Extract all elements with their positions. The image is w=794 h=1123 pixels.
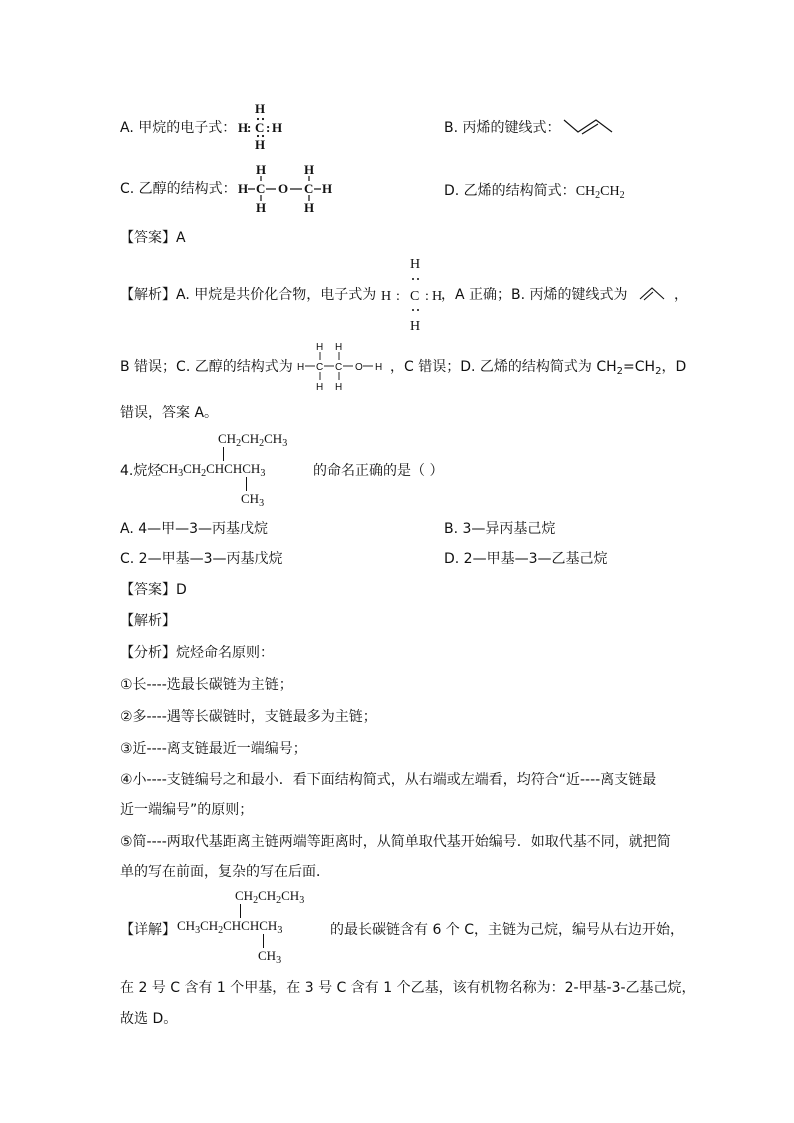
q4-option-d: D. 2—甲基—3—乙基己烷 [444,551,608,567]
q4-detail-formula-bottom: $CH_3$ [258,948,282,966]
q3-analysis-line2: B 错误；C. 乙醇的结构式为 [120,359,293,375]
methane-electron-formula-svg [238,101,290,151]
svg-text:H: H [297,362,305,373]
q4-detail-prefix: 【详解】 [120,922,176,938]
svg-text:C: C [256,181,266,196]
q4-rule-heading: 【分析】烷烃命名原则： [120,645,274,661]
q4-rule-1: ①长----选最长碳链为主链； [120,677,293,693]
option-b-label: B. 丙烯的键线式： [444,120,561,136]
q4-detail-formula-top: $CH_2CH_2CH_3$ [235,888,305,906]
q3-analysis-line1: 【解析】A. 甲烷是共价化合物，电子式为 [120,287,377,303]
q4-rule-5b: 单的写在前面，复杂的写在后面． [120,864,330,880]
methane-electron-formula-2 [381,254,441,338]
option-d-formula-part1: CH [575,184,596,199]
option-a-label: A. 甲烷的电子式： [120,120,237,136]
q4-stem-prefix: 4.烷烃 [120,463,162,479]
svg-text:H: H [304,200,315,215]
q4-rule-5a: ⑤简----两取代基距离主链两端等距离时，从简单取代基开始编号．如取代基不同，就把简 [120,834,671,850]
q3-analysis-line2b: ，C 错误；D. 乙烯的结构简式为 $CH_2=CH_2$，D [390,359,687,377]
svg-text:H: H [316,342,324,353]
methane-electron-formula-2-svg [381,254,441,334]
q4-formula-main: $CH_3CH_2CHCHCH_3$ [160,461,266,479]
ethanol-structural-svg [238,162,338,216]
q4-option-c: C. 2—甲基—3—丙基戊烷 [120,551,283,567]
ethanol-structural-2-svg [297,340,387,394]
q4-formula-top: $CH_2CH_2CH_3$ [218,431,288,449]
propene-skeletal-formula [562,116,614,142]
q3-analysis-ethylene-b: =CH [623,359,656,375]
svg-text:H: H [410,319,421,334]
q4-formula-bottom: $CH_3$ [241,491,265,509]
q4-formula-bond-bottom [246,477,247,491]
svg-text:H: H [432,289,443,304]
svg-text:H: H [255,137,266,152]
svg-text:H: H [256,200,267,215]
q4-answer: 【答案】D [120,582,187,598]
svg-text:H: H [272,120,283,135]
svg-text:C: C [316,362,324,373]
option-d-label [444,182,625,201]
svg-text:H: H [335,382,343,393]
svg-text:H: H [238,181,249,196]
q4-detail-line3: 故选 D。 [120,1011,178,1027]
propene-skeletal-formula-2 [638,285,666,307]
q4-rule-3: ③近----离支链最近一端编号； [120,741,307,757]
option-d-formula: $CH_2CH_2$ [575,184,625,201]
q4-option-b: B. 3—异丙基己烷 [444,521,556,537]
svg-text:C: C [304,181,314,196]
q4-analysis-heading: 【解析】 [120,613,176,629]
option-d-text: D. 乙烯的结构简式： [444,183,576,199]
q3-analysis-ethylene-a: ，C 错误；D. 乙烯的结构简式为 CH [390,359,617,375]
q4-detail-bond-top [240,904,241,918]
q4-detail-bond-bottom [263,934,264,948]
q4-detail-line2: 在 2 号 C 含有 1 个甲基，在 3 号 C 含有 1 个乙基，该有机物名称为：2-甲基-3-乙基己烷， [120,980,696,996]
svg-text:H: H [255,101,266,116]
ethanol-structural-formula [238,162,338,220]
svg-text:C: C [335,362,343,373]
svg-text:H: H [381,289,392,304]
q4-rule-2: ②多----遇等长碳链时，支链最多为主链； [120,709,377,725]
q4-option-a: A. 4—甲—3—丙基戊烷 [120,521,269,537]
svg-text:C: C [255,120,265,135]
svg-text::: : [396,289,400,304]
svg-text:C: C [410,289,420,304]
svg-text:H: H [238,120,249,135]
q4-rule-4b: 近一端编号”的原则； [120,802,254,818]
propene-skeletal-2-svg [638,285,666,303]
svg-text:H: H [322,181,333,196]
q3-answer: 【答案】A [120,230,186,246]
svg-text:O: O [355,362,363,373]
svg-text::: : [247,120,252,135]
q4-detail-line1: 的最长碳链含有 6 个 C，主链为己烷，编号从右边开始， [330,922,685,938]
ethanol-structural-formula-2 [297,340,387,398]
q4-rule-4a: ④小----支链编号之和最小．看下面结构简式，从右端或左端看，均符合“近----离支链最 [120,772,657,788]
q4-formula-bond-top [223,447,224,461]
q3-analysis-line1c: ， [674,287,688,303]
q3-analysis-line3: 错误，答案 A。 [120,405,219,421]
q3-analysis-line1b: ，A 正确；B. 丙烯的键线式为 [441,287,628,303]
option-c-label: C. 乙醇的结构式： [120,181,237,197]
svg-text:H: H [375,362,383,373]
svg-text::: : [266,120,271,135]
propene-skeletal-svg [562,116,614,138]
q4-stem-suffix: 的命名正确的是（ ） [313,463,444,479]
svg-text:H: H [304,162,315,177]
svg-text:H: H [316,382,324,393]
svg-text:O: O [278,181,289,196]
q4-detail-formula-main: $CH_3CH_2CHCHCH_3$ [177,918,283,936]
q3-analysis-ethylene-c: ，D [661,359,687,375]
svg-text:H: H [410,257,421,272]
methane-electron-formula [238,101,290,151]
svg-text:H: H [335,342,343,353]
svg-text::: : [425,289,429,304]
svg-text:H: H [256,162,267,177]
option-d-formula-part2: CH [600,184,620,199]
